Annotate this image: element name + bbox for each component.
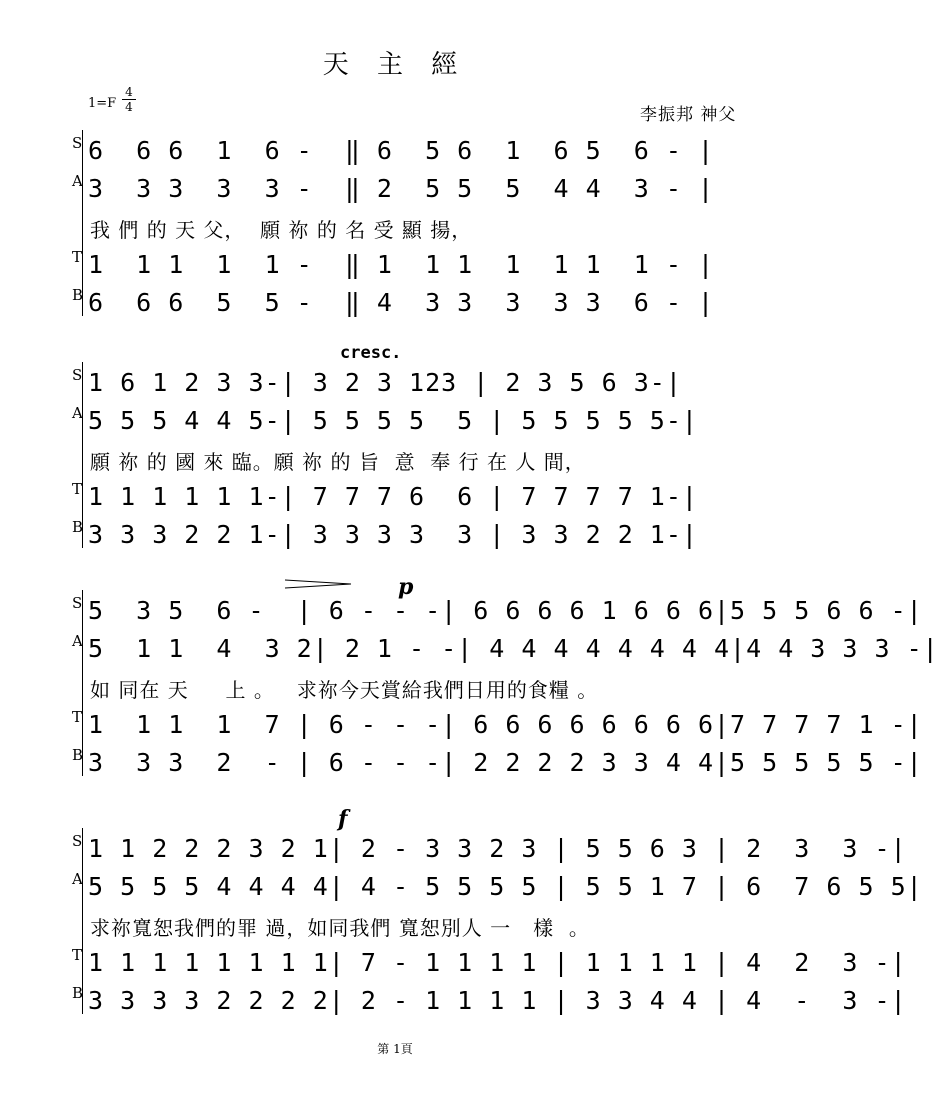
voice-row xyxy=(0,514,790,550)
composer: 李振邦 神父 xyxy=(640,105,737,125)
voice-row xyxy=(0,742,923,778)
voice-row xyxy=(0,942,907,978)
key-signature: 1=F xyxy=(88,96,117,111)
notation-line: 1 1 1 1 1 1 1 1| 7 - 1 1 1 1 | 1 1 1 1 | 4 2 3 -| xyxy=(88,948,907,977)
voice-row xyxy=(0,866,923,902)
voice-label: B xyxy=(72,984,84,1002)
notation-line: 3 3 3 2 2 1-| 3 3 3 3 3 | 3 3 2 2 1-| xyxy=(88,520,698,549)
voice-row xyxy=(0,362,790,398)
lyric-text: 願 祢 的 國 來 臨。願 祢 的 旨 意 奉 行 在 人 間， xyxy=(90,450,586,474)
voice-row xyxy=(0,828,907,864)
notation-line: 5 5 5 5 4 4 4 4| 4 - 5 5 5 5 | 5 5 1 7 | 6 7 6 5 5| xyxy=(88,872,923,901)
page-title: 天 主 經 xyxy=(322,50,468,80)
notation-line: 1 1 1 1 7 | 6 - - -| 6 6 6 6 6 6 6 6|7 7 7 7 1 -| xyxy=(88,710,923,739)
lyric-row xyxy=(0,438,790,474)
voice-label: S xyxy=(72,832,83,850)
notation-line: 6 6 6 1 6 - ‖ 6 5 6 1 6 5 6 - | xyxy=(88,136,714,165)
notation-line: 3 3 3 3 2 2 2 2| 2 - 1 1 1 1 | 3 3 4 4 | 4 - 3 -| xyxy=(88,986,907,1015)
voice-label: S xyxy=(72,134,83,152)
notation-line: 6 6 6 5 5 - ‖ 4 3 3 3 3 3 6 - | xyxy=(88,288,714,317)
voice-row xyxy=(0,590,923,626)
voice-label: T xyxy=(72,708,83,726)
voice-label: T xyxy=(72,480,83,498)
notation-line: 1 1 2 2 2 3 2 1| 2 - 3 3 2 3 | 5 5 6 3 | 2 3 3 -| xyxy=(88,834,907,863)
voice-label: B xyxy=(72,518,84,536)
piano-marking: p xyxy=(398,574,414,600)
voice-label: A xyxy=(72,632,83,650)
time-signature xyxy=(122,86,136,113)
voice-label: B xyxy=(72,286,84,304)
notation-line: 1 1 1 1 1 - ‖ 1 1 1 1 1 1 1 - | xyxy=(88,250,714,279)
time-signature-bottom: 4 xyxy=(125,100,133,114)
notation-line: 3 3 3 2 - | 6 - - -| 2 2 2 2 3 3 4 4|5 5 5 5 5 -| xyxy=(88,748,923,777)
voice-row xyxy=(0,400,790,436)
voice-row xyxy=(0,476,790,512)
voice-label: A xyxy=(72,172,83,190)
voice-row xyxy=(0,244,790,280)
lyric-text: 我 們 的 天 父， 願 祢 的 名 受 顯 揚， xyxy=(90,218,473,242)
forte-marking: f xyxy=(338,806,348,832)
notation-line: 1 6 1 2 3 3-| 3 2 3 123 | 2 3 5 6 3-| xyxy=(88,368,682,397)
lyric-row xyxy=(0,666,790,702)
notation-line: 5 3 5 6 - | 6 - - -| 6 6 6 6 1 6 6 6|5 5 5 6 6 -| xyxy=(88,596,923,625)
voice-label: A xyxy=(72,404,83,422)
lyric-text: 如 同在 天 上 。 求祢今天賞給我們日用的食糧 。 xyxy=(90,678,599,702)
voice-label: T xyxy=(72,248,83,266)
notation-line: 3 3 3 3 3 - ‖ 2 5 5 5 4 4 3 - | xyxy=(88,174,714,203)
voice-label: B xyxy=(72,746,84,764)
voice-label: S xyxy=(72,594,83,612)
voice-label: T xyxy=(72,946,83,964)
voice-row xyxy=(0,704,923,740)
lyric-text: 求祢寬恕我們的罪 過，如同我們 寬恕別人 一 樣 。 xyxy=(90,916,590,940)
lyric-row xyxy=(0,904,790,940)
voice-row xyxy=(0,130,790,166)
voice-row xyxy=(0,628,939,664)
voice-row xyxy=(0,282,790,318)
voice-row xyxy=(0,980,907,1016)
voice-row xyxy=(0,168,790,204)
notation-line: 1 1 1 1 1 1-| 7 7 7 6 6 | 7 7 7 7 1-| xyxy=(88,482,698,511)
cresc-marking: cresc. xyxy=(340,343,402,363)
time-signature-top: 4 xyxy=(125,85,133,99)
notation-line: 5 5 5 4 4 5-| 5 5 5 5 5 | 5 5 5 5 5-| xyxy=(88,406,698,435)
decrescendo-hairpin xyxy=(285,577,355,591)
lyric-row xyxy=(0,206,790,242)
voice-label: A xyxy=(72,870,83,888)
voice-label: S xyxy=(72,366,83,384)
page-footer: 第 1頁 xyxy=(377,1042,413,1056)
notation-line: 5 1 1 4 3 2| 2 1 - -| 4 4 4 4 4 4 4 4|4 4 3 3 3 -| xyxy=(88,634,939,663)
